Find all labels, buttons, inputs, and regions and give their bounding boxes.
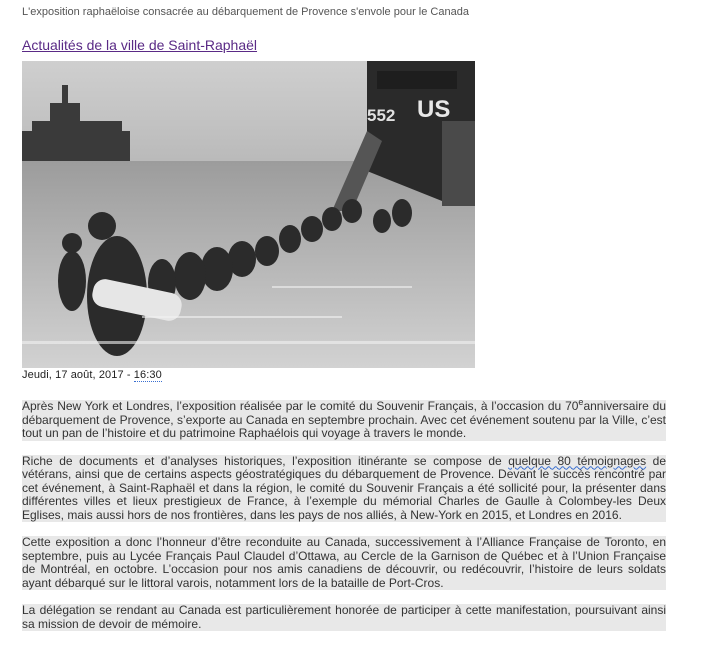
article-photo [22, 61, 475, 368]
time-text: 16:30 [133, 369, 162, 381]
paragraph-1: Après New York et Londres, l’exposition réalisée par le comité du Souvenir Français, à l’occasion du 70eanniversaire du débarquement de Provence, s’exporte au Canada en septembre prochain. Avec cet événement soutenu par la Ville, c’est tout un pan de l’histoire et du patrimoine Raphaélois qui voyage à travers le monde. [22, 397, 666, 440]
date-text: Jeudi, 17 août, 2017 - [22, 369, 134, 381]
paragraph-4: La délégation se rendant au Canada est particulièrement honorée de participer à cette manifestation, poursuivant ainsi sa mission de devoir de mémoire. [22, 603, 666, 631]
article-body [22, 397, 667, 645]
publication-date [22, 369, 162, 381]
section-link-news[interactable]: Actualités de la ville de Saint-Raphaël [22, 37, 258, 53]
paragraph-3: Cette exposition a donc l’honneur d’être reconduite au Canada, successivement à l’Alliance Française de Toronto, en septembre, puis au Lycée Français Paul Claudel d’Ottawa, au Cercle de la Garnison de Québec et à l’Union Française de Montréal, en octobre. L’occasion pour nos amis canadiens de découvrir, ou redécouvrir, l’histoire de leurs soldats ayant débarqué sur le littoral varois, notamment lors de la bataille de Port-Cros. [22, 535, 666, 590]
hull-number: 552 [367, 106, 396, 125]
ordinal-suffix: e [578, 397, 584, 407]
paragraph-2: Riche de documents et d’analyses historiques, l’exposition itinérante se compose de quelque 80 témoignages de vétérans, ainsi que de certains aspects géostratégiques du débarquement de Provence. Devant le succès rencontré par cet événement, à Saint-Raphaël et dans la région, le comité du Souvenir Français a été sollicité pour, la présenter dans différentes villes et lieux prestigieux de France, à l’exemple du mémorial Charles de Gaulle à Colombey-les Deux Eglises, mais aussi hors de nos frontières, dans les pays de nos alliés, à New-York en 2015, et Londres en 2016. [22, 453, 667, 522]
spellcheck-mark: quelque 80 témoignages [508, 453, 647, 468]
hull-letters: US [417, 96, 451, 123]
article-headline: L'exposition raphaëloise consacrée au débarquement de Provence s'envole pour le Canada [22, 6, 469, 18]
